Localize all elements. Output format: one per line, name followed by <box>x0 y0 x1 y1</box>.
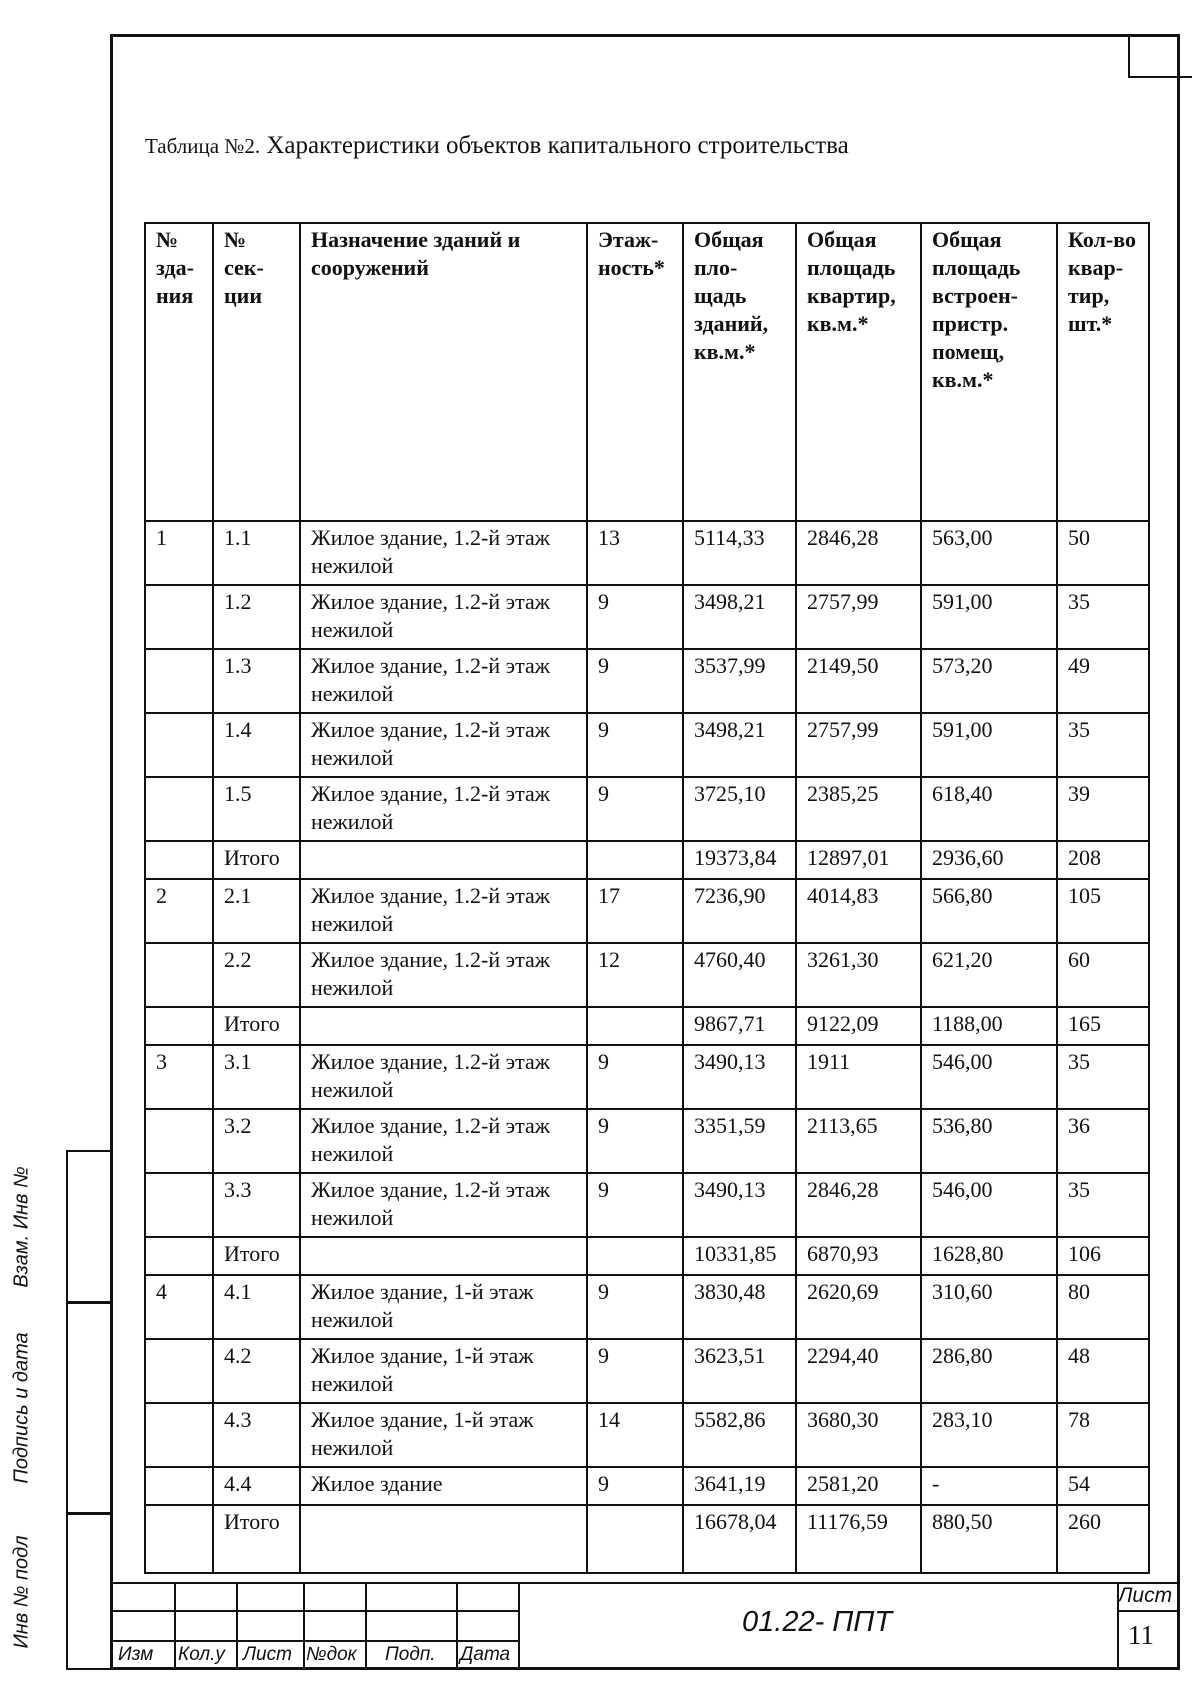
cell-builtin-area: 591,00 <box>921 713 1057 777</box>
cell-builtin-area: 573,20 <box>921 649 1057 713</box>
side-stamp-cell-1 <box>66 1150 110 1303</box>
cell-builtin-area: 283,10 <box>921 1403 1057 1467</box>
stamp-line <box>110 1582 1180 1584</box>
cell-floors: 9 <box>587 1339 683 1403</box>
header-floors: Этаж-ность* <box>587 223 683 521</box>
cell-purpose <box>300 1237 587 1275</box>
cell-apartments-count: 36 <box>1057 1109 1149 1173</box>
cell-floors: 17 <box>587 879 683 943</box>
side-label-inventory: Инв № подл <box>10 1535 33 1648</box>
cell-apartments-area: 2581,20 <box>796 1467 921 1505</box>
cell-section: 3.2 <box>213 1109 300 1173</box>
cell-section: Итого <box>213 1007 300 1045</box>
cell-building-area: 19373,84 <box>683 841 796 879</box>
cell-apartments-count: 49 <box>1057 649 1149 713</box>
cell-section: Итого <box>213 1505 300 1573</box>
stamp-line <box>365 1582 367 1670</box>
cell-section: 1.3 <box>213 649 300 713</box>
cell-apartments-area: 3261,30 <box>796 943 921 1007</box>
table-header-row <box>145 223 1149 521</box>
header-apartments-area: Общая площадь квартир, кв.м.* <box>796 223 921 521</box>
cell-building-area: 3351,59 <box>683 1109 796 1173</box>
cell-purpose: Жилое здание, 1.2-й этаж нежилой <box>300 879 587 943</box>
header-building-area: Общая пло-щадь зданий, кв.м.* <box>683 223 796 521</box>
cell-apartments-count: 105 <box>1057 879 1149 943</box>
cell-building-area: 7236,90 <box>683 879 796 943</box>
cell-builtin-area: 286,80 <box>921 1339 1057 1403</box>
cell-builtin-area: 310,60 <box>921 1275 1057 1339</box>
cell-building-area: 3490,13 <box>683 1173 796 1237</box>
cell-builtin-area: - <box>921 1467 1057 1505</box>
table-row <box>145 879 1149 943</box>
cell-building <box>145 777 213 841</box>
cell-apartments-area: 6870,93 <box>796 1237 921 1275</box>
cell-builtin-area: 591,00 <box>921 585 1057 649</box>
cell-purpose <box>300 841 587 879</box>
cell-building-area: 3830,48 <box>683 1275 796 1339</box>
cell-building <box>145 585 213 649</box>
cell-apartments-count: 35 <box>1057 1045 1149 1109</box>
cell-builtin-area: 566,80 <box>921 879 1057 943</box>
cell-purpose <box>300 1007 587 1045</box>
cell-apartments-area: 2846,28 <box>796 521 921 585</box>
table-body <box>145 521 1149 1573</box>
cell-apartments-area: 4014,83 <box>796 879 921 943</box>
side-label-signature: Подпись и дата <box>10 1332 33 1484</box>
cell-apartments-count: 35 <box>1057 1173 1149 1237</box>
stamp-line <box>518 1582 520 1670</box>
cell-section: 2.2 <box>213 943 300 1007</box>
cell-purpose: Жилое здание, 1.2-й этаж нежилой <box>300 521 587 585</box>
cell-builtin-area: 546,00 <box>921 1173 1057 1237</box>
table-title <box>145 132 849 160</box>
cell-apartments-area: 12897,01 <box>796 841 921 879</box>
table-row <box>145 521 1149 585</box>
cell-builtin-area: 546,00 <box>921 1045 1057 1109</box>
table-row <box>145 1275 1149 1339</box>
document-code: 01.22- ППТ <box>742 1606 893 1638</box>
cell-building-area: 3490,13 <box>683 1045 796 1109</box>
cell-builtin-area: 618,40 <box>921 777 1057 841</box>
cell-building-area: 9867,71 <box>683 1007 796 1045</box>
cell-building: 3 <box>145 1045 213 1109</box>
cell-building-area: 3641,19 <box>683 1467 796 1505</box>
cell-builtin-area: 621,20 <box>921 943 1057 1007</box>
cell-floors: 12 <box>587 943 683 1007</box>
cell-apartments-count: 60 <box>1057 943 1149 1007</box>
table-row <box>145 649 1149 713</box>
table-total-row <box>145 1505 1149 1573</box>
cell-apartments-area: 11176,59 <box>796 1505 921 1573</box>
cell-section: 3.1 <box>213 1045 300 1109</box>
stamp-line <box>456 1582 458 1670</box>
cell-apartments-count: 39 <box>1057 777 1149 841</box>
cell-building <box>145 1403 213 1467</box>
table-title-prefix: Таблица №2. <box>145 134 261 158</box>
cell-apartments-area: 2757,99 <box>796 713 921 777</box>
corner-line <box>1180 76 1192 78</box>
cell-floors: 9 <box>587 1045 683 1109</box>
table-total-row <box>145 1007 1149 1045</box>
side-stamp-cell-2 <box>66 1302 110 1514</box>
cell-building: 1 <box>145 521 213 585</box>
table-row <box>145 1045 1149 1109</box>
cell-apartments-count: 208 <box>1057 841 1149 879</box>
cell-purpose: Жилое здание, 1.2-й этаж нежилой <box>300 585 587 649</box>
cell-apartments-area: 2757,99 <box>796 585 921 649</box>
cell-section: Итого <box>213 841 300 879</box>
cell-apartments-count: 106 <box>1057 1237 1149 1275</box>
cell-apartments-count: 50 <box>1057 521 1149 585</box>
cell-floors: 13 <box>587 521 683 585</box>
header-building-no: № зда-ния <box>145 223 213 521</box>
header-section-no: № сек-ции <box>213 223 300 521</box>
cell-building <box>145 1173 213 1237</box>
side-stamp-cell-3 <box>66 1513 110 1670</box>
stamp-label-change: Изм <box>118 1644 154 1665</box>
cell-purpose <box>300 1505 587 1573</box>
cell-floors: 14 <box>587 1403 683 1467</box>
cell-purpose: Жилое здание, 1-й этаж нежилой <box>300 1403 587 1467</box>
cell-section: 2.1 <box>213 879 300 943</box>
stamp-label-sheet: Лист <box>243 1644 292 1665</box>
cell-purpose: Жилое здание, 1.2-й этаж нежилой <box>300 1045 587 1109</box>
cell-section: 4.1 <box>213 1275 300 1339</box>
cell-building-area: 4760,40 <box>683 943 796 1007</box>
cell-apartments-area: 1911 <box>796 1045 921 1109</box>
cell-builtin-area: 536,80 <box>921 1109 1057 1173</box>
stamp-line <box>1117 1610 1180 1612</box>
stamp-line <box>236 1582 238 1670</box>
cell-apartments-count: 35 <box>1057 585 1149 649</box>
cell-building: 4 <box>145 1275 213 1339</box>
table-total-row <box>145 1237 1149 1275</box>
cell-apartments-area: 2294,40 <box>796 1339 921 1403</box>
cell-builtin-area: 1628,80 <box>921 1237 1057 1275</box>
cell-floors <box>587 841 683 879</box>
cell-building <box>145 1467 213 1505</box>
cell-floors: 9 <box>587 713 683 777</box>
cell-building <box>145 1007 213 1045</box>
cell-purpose: Жилое здание, 1-й этаж нежилой <box>300 1339 587 1403</box>
cell-apartments-area: 3680,30 <box>796 1403 921 1467</box>
table-row <box>145 777 1149 841</box>
cell-apartments-area: 2385,25 <box>796 777 921 841</box>
cell-apartments-area: 2149,50 <box>796 649 921 713</box>
cell-section: 1.1 <box>213 521 300 585</box>
cell-building <box>145 841 213 879</box>
cell-section: Итого <box>213 1237 300 1275</box>
sheet-number: 11 <box>1128 1620 1154 1650</box>
cell-apartments-area: 9122,09 <box>796 1007 921 1045</box>
cell-builtin-area: 2936,60 <box>921 841 1057 879</box>
cell-builtin-area: 880,50 <box>921 1505 1057 1573</box>
stamp-label-qty: Кол.у <box>178 1644 225 1665</box>
cell-section: 4.3 <box>213 1403 300 1467</box>
cell-floors: 9 <box>587 1173 683 1237</box>
cell-section: 1.5 <box>213 777 300 841</box>
cell-apartments-area: 2846,28 <box>796 1173 921 1237</box>
cell-floors: 9 <box>587 1109 683 1173</box>
table-row <box>145 1403 1149 1467</box>
cell-builtin-area: 563,00 <box>921 521 1057 585</box>
title-block <box>110 1582 1180 1670</box>
cell-purpose: Жилое здание, 1-й этаж нежилой <box>300 1275 587 1339</box>
table-title-text: Характеристики объектов капитального строительства <box>266 132 849 159</box>
cell-purpose: Жилое здание, 1.2-й этаж нежилой <box>300 713 587 777</box>
cell-floors: 9 <box>587 649 683 713</box>
cell-apartments-count: 78 <box>1057 1403 1149 1467</box>
stamp-line <box>303 1582 305 1670</box>
table-row <box>145 585 1149 649</box>
table-row <box>145 1339 1149 1403</box>
cell-building <box>145 713 213 777</box>
cell-floors <box>587 1505 683 1573</box>
cell-building <box>145 1505 213 1573</box>
table-row <box>145 1173 1149 1237</box>
cell-apartments-count: 48 <box>1057 1339 1149 1403</box>
cell-building-area: 10331,85 <box>683 1237 796 1275</box>
cell-floors <box>587 1007 683 1045</box>
cell-building-area: 5114,33 <box>683 521 796 585</box>
sheet-label: Лист <box>1118 1584 1173 1607</box>
table-row <box>145 1467 1149 1505</box>
cell-building: 2 <box>145 879 213 943</box>
cell-floors: 9 <box>587 777 683 841</box>
cell-building-area: 16678,04 <box>683 1505 796 1573</box>
table-row <box>145 943 1149 1007</box>
cell-apartments-area: 2113,65 <box>796 1109 921 1173</box>
header-builtin-area: Общая площадь встроен-пристр. помещ, кв.м.* <box>921 223 1057 521</box>
cell-apartments-count: 165 <box>1057 1007 1149 1045</box>
stamp-label-signature: Подп. <box>385 1644 436 1665</box>
cell-building-area: 3498,21 <box>683 713 796 777</box>
header-purpose: Назначение зданий и сооружений <box>300 223 587 521</box>
cell-apartments-count: 80 <box>1057 1275 1149 1339</box>
cell-section: 4.4 <box>213 1467 300 1505</box>
stamp-label-docno: №док <box>306 1644 357 1665</box>
cell-building <box>145 943 213 1007</box>
corner-box <box>1128 34 1180 78</box>
stamp-label-date: Дата <box>460 1644 511 1665</box>
cell-purpose: Жилое здание <box>300 1467 587 1505</box>
cell-purpose: Жилое здание, 1.2-й этаж нежилой <box>300 649 587 713</box>
cell-building <box>145 1237 213 1275</box>
cell-floors: 9 <box>587 1275 683 1339</box>
cell-apartments-area: 2620,69 <box>796 1275 921 1339</box>
side-label-replace: Взам. Инв № <box>10 1165 33 1288</box>
cell-building-area: 3498,21 <box>683 585 796 649</box>
cell-purpose: Жилое здание, 1.2-й этаж нежилой <box>300 943 587 1007</box>
cell-building-area: 3725,10 <box>683 777 796 841</box>
table-row <box>145 1109 1149 1173</box>
cell-building <box>145 1109 213 1173</box>
cell-section: 4.2 <box>213 1339 300 1403</box>
cell-apartments-count: 54 <box>1057 1467 1149 1505</box>
cell-floors: 9 <box>587 585 683 649</box>
cell-purpose: Жилое здание, 1.2-й этаж нежилой <box>300 1173 587 1237</box>
cell-floors <box>587 1237 683 1275</box>
table-total-row <box>145 841 1149 879</box>
stamp-line <box>174 1582 176 1670</box>
cell-building-area: 3623,51 <box>683 1339 796 1403</box>
cell-building-area: 3537,99 <box>683 649 796 713</box>
cell-section: 1.4 <box>213 713 300 777</box>
cell-builtin-area: 1188,00 <box>921 1007 1057 1045</box>
cell-building <box>145 649 213 713</box>
cell-building-area: 5582,86 <box>683 1403 796 1467</box>
table-row <box>145 713 1149 777</box>
header-apartments-count: Кол-во квар-тир, шт.* <box>1057 223 1149 521</box>
cell-purpose: Жилое здание, 1.2-й этаж нежилой <box>300 777 587 841</box>
cell-apartments-count: 260 <box>1057 1505 1149 1573</box>
cell-section: 3.3 <box>213 1173 300 1237</box>
cell-section: 1.2 <box>213 585 300 649</box>
characteristics-table <box>144 222 1150 1574</box>
cell-building <box>145 1339 213 1403</box>
cell-floors: 9 <box>587 1467 683 1505</box>
cell-apartments-count: 35 <box>1057 713 1149 777</box>
cell-purpose: Жилое здание, 1.2-й этаж нежилой <box>300 1109 587 1173</box>
